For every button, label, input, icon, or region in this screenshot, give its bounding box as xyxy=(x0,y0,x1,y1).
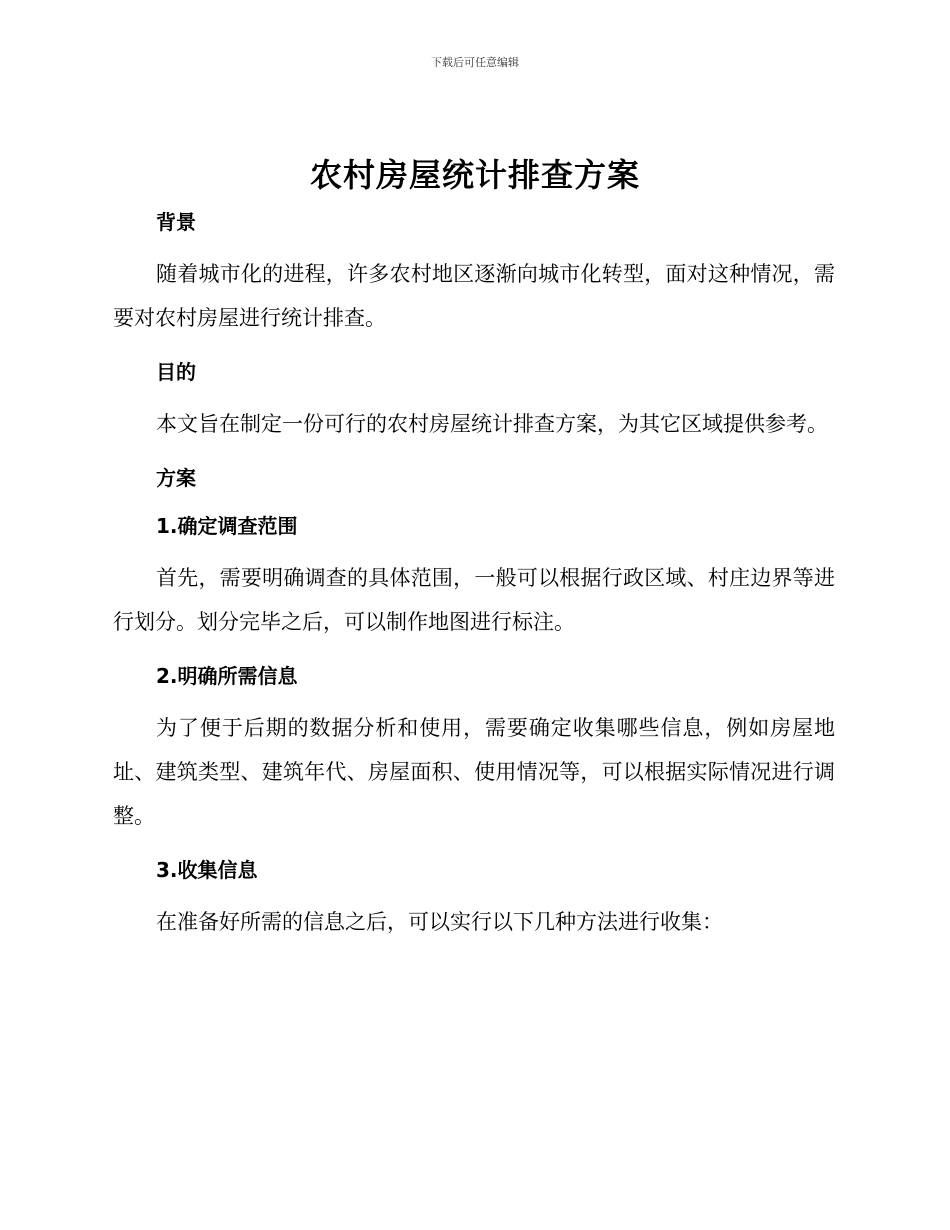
paragraph-background: 随着城市化的进程，许多农村地区逐渐向城市化转型，面对这种情况，需要对农村房屋进行统计排查。 xyxy=(113,262,835,330)
section-heading-step3: 3.收集信息 xyxy=(156,858,258,882)
section-heading-step2: 2.明确所需信息 xyxy=(156,664,298,688)
section-heading-purpose: 目的 xyxy=(156,360,196,384)
paragraph-step2: 为了便于后期的数据分析和使用，需要确定收集哪些信息，例如房屋地址、建筑类型、建筑年代、房屋面积、使用情况等，可以根据实际情况进行调整。 xyxy=(113,716,835,828)
section-heading-background: 背景 xyxy=(156,210,196,234)
paragraph-purpose: 本文旨在制定一份可行的农村房屋统计排查方案，为其它区域提供参考。 xyxy=(156,412,828,436)
document-body xyxy=(113,204,835,944)
header-note: 下载后可任意编辑 xyxy=(431,56,519,69)
section-heading-step1: 1.确定调查范围 xyxy=(156,514,298,538)
section-heading-plan: 方案 xyxy=(156,466,196,490)
paragraph-step3: 在准备好所需的信息之后，可以实行以下几种方法进行收集： xyxy=(156,910,723,934)
paragraph-step1: 首先，需要明确调查的具体范围，一般可以根据行政区域、村庄边界等进行划分。划分完毕之后，可以制作地图进行标注。 xyxy=(113,566,835,634)
document-title: 农村房屋统计排查方案 xyxy=(309,156,640,194)
